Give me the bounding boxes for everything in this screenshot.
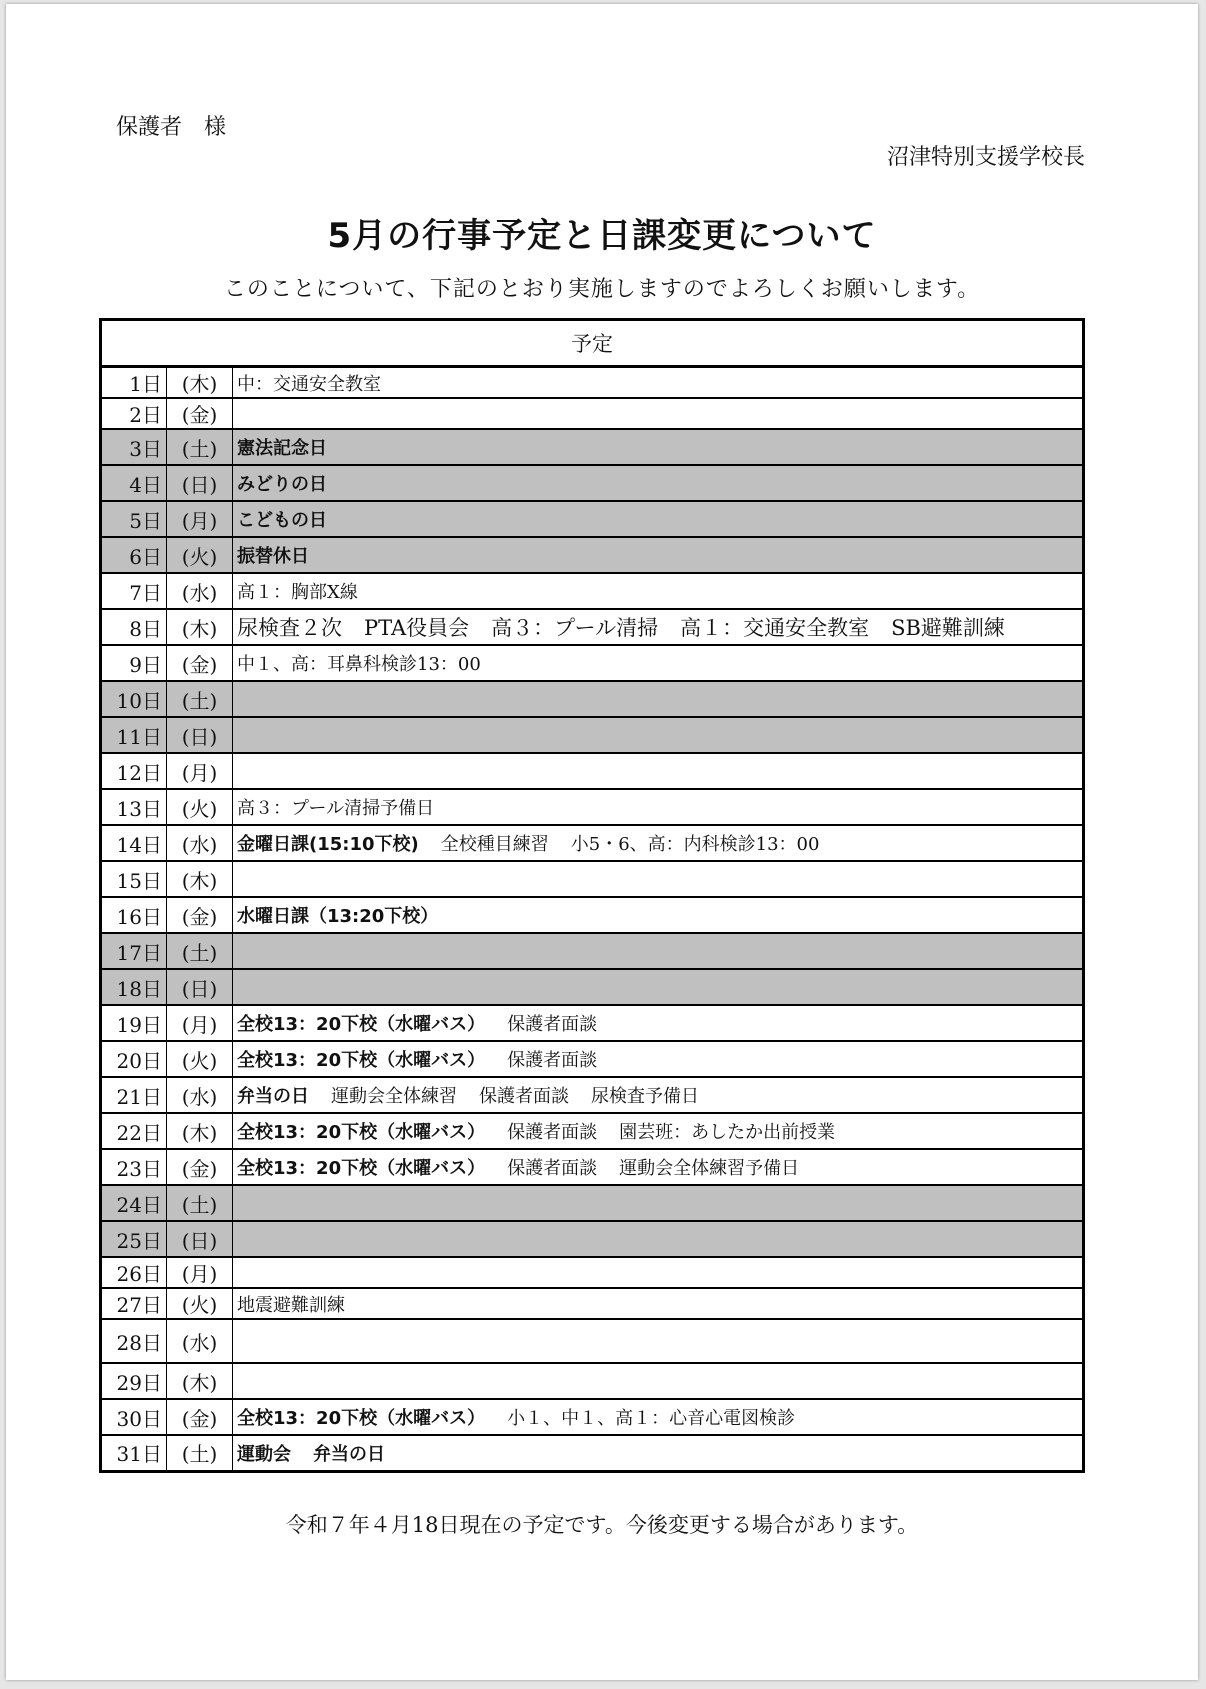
event-item: 全校13：20下校（水曜バス） <box>237 1050 486 1071</box>
table-row <box>101 897 1084 933</box>
weekday-cell: (金) <box>167 1399 233 1435</box>
event-cell <box>233 1319 1084 1363</box>
weekday-cell: (木) <box>167 1113 233 1149</box>
event-item: 保護者面談 <box>507 1014 598 1035</box>
table-row <box>101 645 1084 681</box>
event-item: 尿検査予備日 <box>591 1086 699 1107</box>
event-cell <box>233 933 1084 969</box>
event-item: 振替休日 <box>237 546 309 567</box>
event-cell <box>233 1221 1084 1257</box>
event-item: 中：交通安全教室 <box>237 373 381 395</box>
weekday-cell: (火) <box>167 789 233 825</box>
day-cell: 11日 <box>101 717 167 753</box>
day-cell: 6日 <box>101 537 167 573</box>
event-item: 園芸班：あしたか出前授業 <box>619 1122 836 1143</box>
event-item: 運動会 <box>237 1443 291 1465</box>
weekday-cell: (水) <box>167 825 233 861</box>
weekday-cell: (土) <box>167 1435 233 1471</box>
weekday-cell: (木) <box>167 609 233 645</box>
event-cell <box>233 537 1084 573</box>
table-row <box>101 825 1084 861</box>
day-cell: 14日 <box>101 825 167 861</box>
event-cell <box>233 465 1084 501</box>
event-cell <box>233 429 1084 465</box>
event-item: 高３：プール清掃予備日 <box>237 798 435 819</box>
table-row <box>101 1149 1084 1185</box>
day-cell: 23日 <box>101 1149 167 1185</box>
event-item: 運動会全体練習 <box>331 1086 457 1107</box>
weekday-cell: (日) <box>167 1221 233 1257</box>
table-row <box>101 933 1084 969</box>
event-item: 尿検査２次 <box>237 616 342 640</box>
day-cell: 18日 <box>101 969 167 1005</box>
event-item: 憲法記念日 <box>237 438 327 459</box>
weekday-cell: (月) <box>167 501 233 537</box>
event-item: こどもの日 <box>237 510 327 531</box>
event-item: 高３：プール清掃 <box>491 616 659 640</box>
event-item: 小5・6、高：内科検診13：00 <box>570 834 820 855</box>
table-row <box>101 398 1084 429</box>
event-cell <box>233 645 1084 681</box>
event-cell <box>233 1257 1084 1288</box>
table-row <box>101 609 1084 645</box>
day-cell: 24日 <box>101 1185 167 1221</box>
event-item: 水曜日課（13:20下校） <box>237 906 439 927</box>
table-row <box>101 1257 1084 1288</box>
event-item: 保護者面談 <box>507 1122 598 1143</box>
day-cell: 5日 <box>101 501 167 537</box>
table-row <box>101 537 1084 573</box>
document-title: 5月の行事予定と日課変更について <box>327 216 877 256</box>
event-cell <box>233 969 1084 1005</box>
event-cell <box>233 897 1084 933</box>
event-item: 保護者面談 <box>479 1086 569 1107</box>
day-cell: 28日 <box>101 1319 167 1363</box>
day-cell: 4日 <box>101 465 167 501</box>
table-row <box>101 681 1084 717</box>
event-cell <box>233 789 1084 825</box>
table-row <box>101 1319 1084 1363</box>
day-cell: 16日 <box>101 897 167 933</box>
weekday-cell: (日) <box>167 969 233 1005</box>
day-cell: 10日 <box>101 681 167 717</box>
day-cell: 3日 <box>101 429 167 465</box>
event-item: 全校13：20下校（水曜バス） <box>237 1408 486 1429</box>
intro-text: このことについて、下記のとおり実施しますのでよろしくお願いします。 <box>223 277 981 302</box>
weekday-cell: (金) <box>167 897 233 933</box>
weekday-cell: (水) <box>167 573 233 609</box>
day-cell: 30日 <box>101 1399 167 1435</box>
event-cell <box>233 1077 1084 1113</box>
event-cell <box>233 717 1084 753</box>
event-item: 全校13：20下校（水曜バス） <box>237 1158 486 1179</box>
day-cell: 13日 <box>101 789 167 825</box>
event-item: 金曜日課(15:10下校) <box>237 834 419 855</box>
weekday-cell: (金) <box>167 398 233 429</box>
event-cell <box>233 398 1084 429</box>
event-item: 全校種目練習 <box>440 834 549 855</box>
weekday-cell: (土) <box>167 933 233 969</box>
event-cell <box>233 1041 1084 1077</box>
weekday-cell: (月) <box>167 753 233 789</box>
schedule-table <box>99 318 1085 1473</box>
day-cell: 1日 <box>101 367 167 399</box>
table-row <box>101 1113 1084 1149</box>
table-row <box>101 861 1084 897</box>
day-cell: 27日 <box>101 1288 167 1319</box>
schedule-rows <box>101 367 1084 1472</box>
event-item: 高１：交通安全教室 <box>680 616 870 640</box>
event-cell <box>233 1288 1084 1319</box>
table-row <box>101 429 1084 465</box>
weekday-cell: (土) <box>167 681 233 717</box>
event-cell <box>233 1363 1084 1399</box>
event-cell <box>233 825 1084 861</box>
weekday-cell: (月) <box>167 1257 233 1288</box>
table-row <box>101 1363 1084 1399</box>
event-item: SB避難訓練 <box>891 616 1005 640</box>
event-item: 弁当の日 <box>313 1443 385 1465</box>
day-cell: 26日 <box>101 1257 167 1288</box>
event-item: 保護者面談 <box>507 1050 598 1071</box>
event-item: 弁当の日 <box>237 1086 309 1107</box>
table-row <box>101 1185 1084 1221</box>
table-row <box>101 1399 1084 1435</box>
table-row <box>101 1005 1084 1041</box>
event-cell <box>233 367 1084 399</box>
weekday-cell: (火) <box>167 1041 233 1077</box>
table-row <box>101 1041 1084 1077</box>
weekday-cell: (土) <box>167 1185 233 1221</box>
day-cell: 22日 <box>101 1113 167 1149</box>
event-item: 高１：胸部X線 <box>237 582 358 603</box>
table-row <box>101 1435 1084 1471</box>
event-item: 全校13：20下校（水曜バス） <box>237 1122 486 1143</box>
event-cell <box>233 1113 1084 1149</box>
event-cell <box>233 681 1084 717</box>
addressee: 保護者 様 <box>116 115 227 140</box>
day-cell: 19日 <box>101 1005 167 1041</box>
day-cell: 20日 <box>101 1041 167 1077</box>
weekday-cell: (水) <box>167 1319 233 1363</box>
table-row <box>101 789 1084 825</box>
table-row <box>101 501 1084 537</box>
event-item: PTA役員会 <box>364 616 470 640</box>
footer-note: 令和７年４月18日現在の予定です。今後変更する場合があります。 <box>285 1513 919 1537</box>
weekday-cell: (土) <box>167 429 233 465</box>
event-item: 全校13：20下校（水曜バス） <box>237 1014 486 1035</box>
event-cell <box>233 1435 1084 1471</box>
weekday-cell: (木) <box>167 1363 233 1399</box>
event-cell <box>233 1185 1084 1221</box>
weekday-cell: (火) <box>167 537 233 573</box>
table-row <box>101 717 1084 753</box>
day-cell: 12日 <box>101 753 167 789</box>
weekday-cell: (水) <box>167 1077 233 1113</box>
table-row <box>101 1077 1084 1113</box>
event-cell <box>233 609 1084 645</box>
table-row <box>101 573 1084 609</box>
day-cell: 17日 <box>101 933 167 969</box>
day-cell: 9日 <box>101 645 167 681</box>
weekday-cell: (火) <box>167 1288 233 1319</box>
day-cell: 2日 <box>101 398 167 429</box>
event-item: みどりの日 <box>237 474 327 495</box>
day-cell: 8日 <box>101 609 167 645</box>
day-cell: 29日 <box>101 1363 167 1399</box>
table-row <box>101 465 1084 501</box>
weekday-cell: (木) <box>167 367 233 399</box>
weekday-cell: (金) <box>167 1149 233 1185</box>
table-row <box>101 1288 1084 1319</box>
table-row <box>101 1221 1084 1257</box>
event-item: 小１、中１、高１：心音心電図検診 <box>507 1408 796 1429</box>
event-cell <box>233 861 1084 897</box>
day-cell: 7日 <box>101 573 167 609</box>
event-item: 中１、高：耳鼻科検診13：00 <box>237 654 481 675</box>
event-cell <box>233 1399 1084 1435</box>
sender: 沼津特別支援学校長 <box>886 145 1085 170</box>
weekday-cell: (日) <box>167 717 233 753</box>
schedule-heading: 予定 <box>101 320 1084 367</box>
day-cell: 31日 <box>101 1435 167 1471</box>
table-row <box>101 969 1084 1005</box>
event-item: 地震避難訓練 <box>237 1294 345 1316</box>
weekday-cell: (月) <box>167 1005 233 1041</box>
day-cell: 25日 <box>101 1221 167 1257</box>
day-cell: 15日 <box>101 861 167 897</box>
event-cell <box>233 753 1084 789</box>
table-row <box>101 367 1084 399</box>
day-cell: 21日 <box>101 1077 167 1113</box>
event-cell <box>233 501 1084 537</box>
event-item: 保護者面談 <box>507 1158 598 1179</box>
weekday-cell: (木) <box>167 861 233 897</box>
event-item: 運動会全体練習予備日 <box>619 1158 800 1179</box>
weekday-cell: (金) <box>167 645 233 681</box>
event-cell <box>233 573 1084 609</box>
weekday-cell: (日) <box>167 465 233 501</box>
event-cell <box>233 1149 1084 1185</box>
event-cell <box>233 1005 1084 1041</box>
table-row <box>101 753 1084 789</box>
